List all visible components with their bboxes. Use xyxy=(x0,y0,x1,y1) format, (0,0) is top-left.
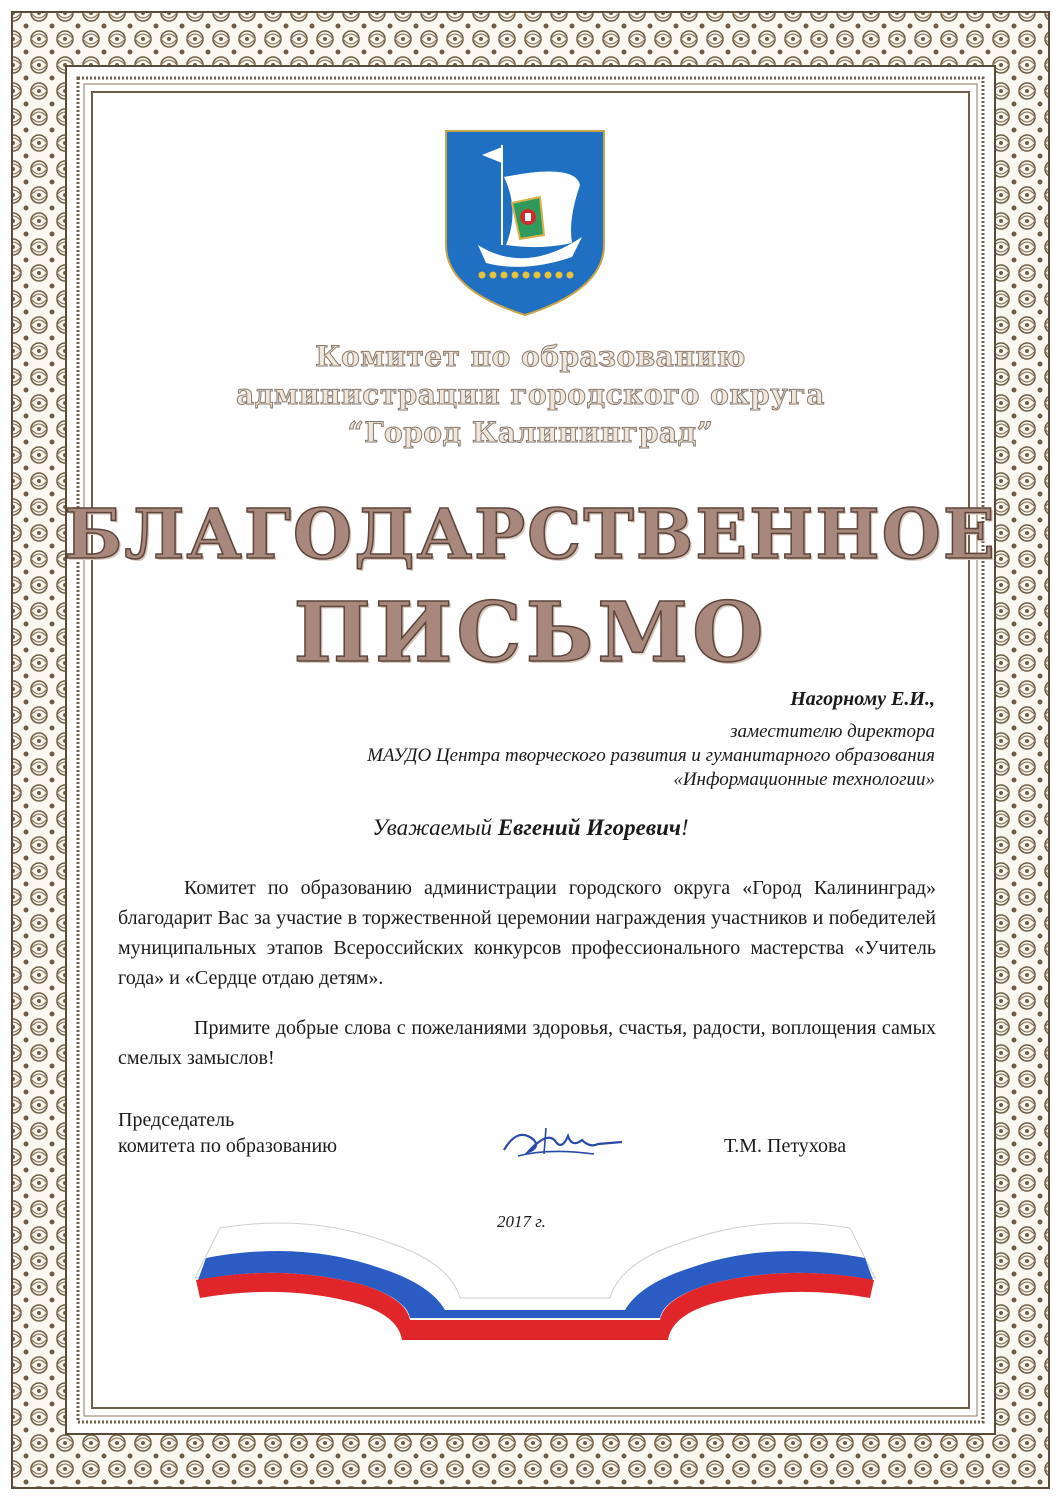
signatory-name: Т.М. Петухова xyxy=(724,1135,847,1157)
recipient-position: заместителю директора xyxy=(730,721,935,742)
body-paragraph-2: Примите добрые слова с пожеланиями здоровья, счастья, радости, воплощения самых смелых замыслов! xyxy=(118,1017,936,1069)
title-line-1: БЛАГОДАРСТВЕННОЕ xyxy=(64,495,997,575)
signatory-title-line-1: Председатель xyxy=(118,1109,235,1131)
recipient-organization-name: «Информационные технологии» xyxy=(673,769,935,790)
year: 2017 г. xyxy=(497,1212,546,1231)
kaliningrad-emblem xyxy=(440,125,610,320)
greeting-name: Евгений Игоревич xyxy=(497,815,681,840)
greeting-prefix: Уважаемый xyxy=(372,815,498,840)
title-line-2: ПИСЬМО xyxy=(293,585,768,681)
committee-header xyxy=(0,338,1061,452)
signatory-title-line-2: комитета по образованию xyxy=(118,1135,338,1157)
recipient-name: Нагорному Е.И., xyxy=(790,688,935,710)
committee-line-3: “Город Калининград” xyxy=(347,416,714,449)
committee-line-1: Комитет по образованию xyxy=(315,340,746,373)
greeting xyxy=(0,815,1061,841)
recipient-organization: МАУДО Центра творческого развития и гуманитарного образования xyxy=(367,745,935,766)
body-paragraph-1: Комитет по образованию администрации городского округа «Город Калининград» благодарит Вас за участие в торжественной церемонии награждения участников и победителей муниципальных этапов Всероссийских конкурсов профессионального мастерства «Учитель года» и «Сердце отдаю детям». xyxy=(118,877,936,989)
signature-icon xyxy=(498,1118,626,1168)
signatory-title xyxy=(118,1107,337,1159)
russian-flag-ribbon xyxy=(190,1218,880,1348)
committee-line-2: администрации городского округа xyxy=(236,378,825,411)
coins-icon xyxy=(479,272,574,279)
greeting-suffix: ! xyxy=(680,815,689,840)
